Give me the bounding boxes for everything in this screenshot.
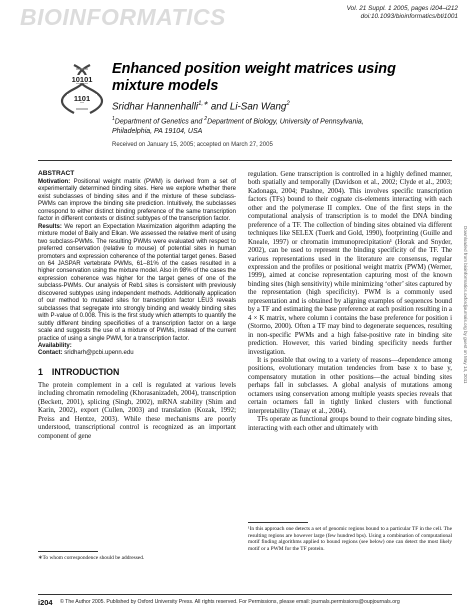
affil-marker-2: 2 xyxy=(204,116,208,122)
contact-email[interactable]: sridharh@pcbi.upenn.edu xyxy=(62,350,134,357)
footnote-rule xyxy=(38,551,98,552)
header-divider xyxy=(38,160,452,161)
copyright-notice: © The Author 2005. Published by Oxford University Press. All rights reserved. For Permissions, please email: journals.permissions@oupjournals.org xyxy=(60,599,400,605)
author-2-marker: 2 xyxy=(286,101,290,107)
footnote-1: ¹In this approach one detects a set of genomic regions bound to a particular TF in the cell. The resulting regions are however large (few hundred bps). Using a combination of computational motif finding algorithms applied to bound regions (see below) one can detect the most likely motif or a PWM for the TF protein. xyxy=(248,526,452,552)
footnote-left xyxy=(38,551,236,562)
download-watermark-text: Downloaded from bioinformatics.oxfordjournals.org by guest on May 14, 2011 xyxy=(463,226,468,384)
author-2: Li-San Wang xyxy=(229,101,287,113)
page-number: i204 xyxy=(38,598,53,607)
abstract-results xyxy=(38,224,236,343)
author-list xyxy=(112,100,290,112)
right-paragraph-1: regulation. Gene transcription is controlled in a highly defined manner, both spatially and temporally (Davidson et al., 2002; Clyde et al., 2003; Kadonaga, 2004; Ptashne, 2004). This involves specific transcription factors (TFs) bound to their cognate cis-elements interacting with each other and the polymerase II complex. One of the first steps in the computational analysis of transcription is to model the DNA binding preference of a TF. The collection of binding sites obtained via different techniques like SELEX (Tuerk and Gold, 1990), footprinting (Guille and Kneale, 1997) or chromatin immunoprecipitation¹ (Horak and Snyder, 2002), can be used to represent the binding specificity of the TF. The various representations used in the literature are consensus, regular expression and the profiles or positional weight matrix (PWM) (Werner, 1999), aimed at concise representation capturing most of the known binding sites (high sensitivity) while minimizing ‘other’ sites captured by the representation (high specificity). PWM is a commonly used representation and is obtained by aligning examples of sequences bound by a TF and estimating the base preference at each position resulting in a 4 × K matrix, where column i contains the base preference for position i (Stormo, 2000). Often a TF may bind to degenerate sequences, resulting in non-specific PWMs and a high false-positive rate in binding site prediction. However, this varied binding specificity needs further investigation. xyxy=(248,170,452,356)
author-1-marker: 1,∗ xyxy=(198,101,209,107)
footnote-right xyxy=(248,522,452,552)
dna-binary-helix-logo xyxy=(60,63,104,117)
affil-text-1: Department of Genetics and xyxy=(114,118,205,126)
motivation-label: Motivation: xyxy=(38,179,71,185)
right-paragraph-2: It is possible that owing to a variety of reasons—dependence among positions, evolutionary mutation tendencies from base x to base y, compensatory mutation in other positions—the actual binding sites perhaps fall in subclasses. A global analysis of mutations among octamers using conservation among multiple yeasts species reveals that certain octamers fall in tightly linked clusters with functional interpretability (Tanay et al., 2004). xyxy=(248,355,452,415)
availability-label: Availability: xyxy=(38,342,72,349)
paper-title xyxy=(112,61,412,95)
right-column xyxy=(248,170,452,432)
abstract-motivation xyxy=(38,179,236,224)
title-line-1: Enhanced position weight matrices using xyxy=(112,61,396,77)
intro-paragraph: The protein complement in a cell is regulated at various levels including chromatin remodeling (Khorasanizadeh, 2004), transcription (Beckett, 2001), splicing (Singh, 2002), mRNA stability (Shim and Karin, 2002), export (Cullen, 2003) and translation (Kozak, 1992; Preiss and Hentze, 2003). While these mechanisms are poorly understood, transcriptional control is recognized as an important component of gene xyxy=(38,380,236,440)
affil-marker-1: 1 xyxy=(112,116,115,122)
correspondence-note: ∗To whom correspondence should be addressed. xyxy=(38,555,145,561)
results-label: Results: xyxy=(38,223,62,230)
abstract-availability xyxy=(38,343,236,350)
affil-address: Philadelphia, PA 19104, USA xyxy=(112,127,203,135)
download-watermark xyxy=(461,226,469,526)
section-title: INTRODUCTION xyxy=(51,366,120,377)
footer-divider xyxy=(38,594,452,595)
author-1: Sridhar Hannenhalli xyxy=(112,101,199,113)
received-dates: Received on January 15, 2005; accepted on March 27, 2005 xyxy=(112,142,273,148)
section-number: 1 xyxy=(38,366,43,377)
section-heading-introduction xyxy=(38,367,236,377)
volume-line: Vol. 21 Suppl. 1 2005, pages i204–i212 xyxy=(346,5,458,12)
volume-info xyxy=(347,5,458,21)
journal-name: BIOINFORMATICS xyxy=(20,4,226,30)
abstract-contact xyxy=(38,350,236,357)
logo-text-bottom: 1101 xyxy=(73,94,91,103)
contact-label: Contact: xyxy=(38,350,63,357)
footnote-rule xyxy=(248,522,308,523)
affiliations xyxy=(112,115,412,136)
logo-text-top: 10101 xyxy=(71,75,93,84)
affil-text-2: Department of Biology, University of Pennsylvania, xyxy=(207,118,364,126)
abstract-heading: ABSTRACT xyxy=(38,170,75,177)
right-paragraph-3: TFs operate as functional groups bound to their cognate binding sites, interacting with each other and ultimately with xyxy=(248,415,452,432)
author-separator: and xyxy=(208,101,230,113)
doi-line: doi:10.1093/bioinformatics/bti1001 xyxy=(360,13,458,21)
results-text: We report an Expectation Maximization algorithm adapting the mixture model of Baily and Elkan. We assessed the relative merit of using two subclass-PWMs. The resulting PWMs were evaluated with respect to preferred conservation (relative to mouse) of potential sites in human promoters and expression coherence of the potential target genes. Based on 64 JASPAR vertebrate PWMs, 61–81% of the cases resulted in a higher conservation using the mixture model. Also in 98% of the cases the expression coherence was higher for the target genes of one of the subclass-PWMs. Our analysis of Reb1 sites is consistent with previously discovered subtypes using independent methods. Additionally application of our method to mutated sites for transcription factor LEU3 reveals subclasses that segregate into strongly binding and weakly binding sites with P-value of 0.008. This is the first study which attempts to quantify the subtly different binding specificities of a transcription factor on a large scale and suggests the use of a mixture of PWMs, instead of the current practice of using a single PWM, for a transcription factor. xyxy=(38,223,236,342)
left-column xyxy=(38,170,236,440)
title-line-2: mixture models xyxy=(112,78,219,94)
motivation-text: Positional weight matrix (PWM) is derived from a set of experimentally determined binding sites. Here we explore whether there exist subclasses of binding sites and if the mixture of these subclass-PWMs can improve the binding site prediction. Intuitively, the subclasses correspond to either distinct binding preference of the same transcription factor in different contexts or distinct subtypes of the transcription factor. xyxy=(38,179,236,223)
